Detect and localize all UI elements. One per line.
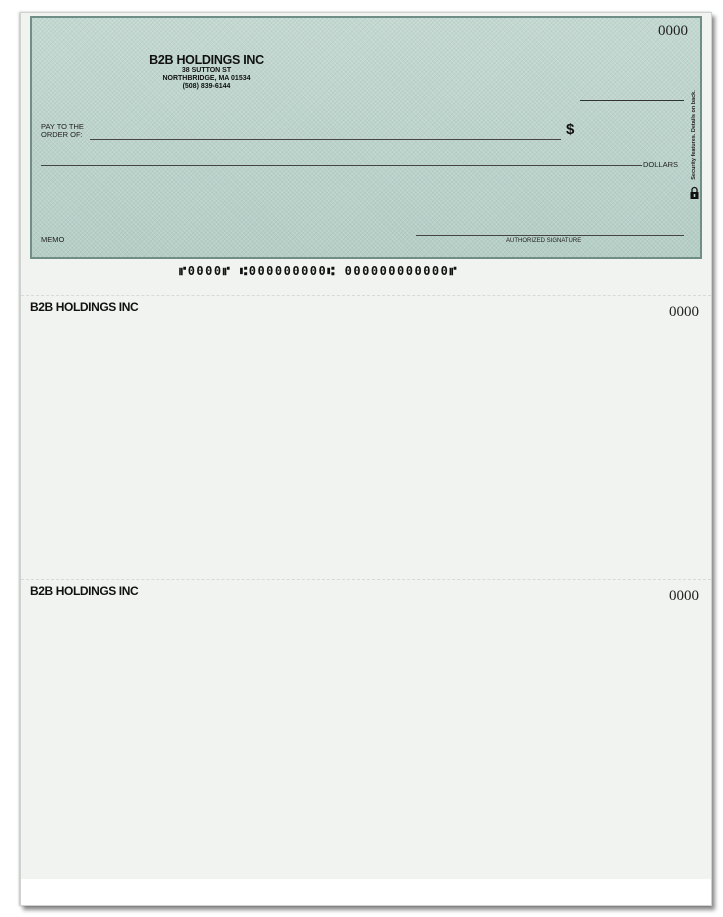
check-sheet — [20, 12, 712, 906]
company-city-state-zip: NORTHBRIDGE, MA 01534 — [162, 75, 251, 82]
date-line — [580, 100, 684, 101]
signature-line — [416, 235, 684, 236]
stub-check-number: 0000 — [669, 304, 699, 320]
security-text: Security features. Details on back. — [691, 90, 697, 180]
dollar-sign: $ — [566, 121, 575, 138]
pay-to-label — [41, 123, 84, 139]
security-features-note — [688, 80, 700, 190]
company-block — [144, 54, 269, 91]
check-face — [30, 16, 702, 259]
check-number: 0000 — [658, 23, 688, 39]
bottom-margin — [21, 879, 711, 905]
pay-to-line2: ORDER OF: — [41, 130, 83, 139]
company-name: B2B HOLDINGS INC — [149, 53, 264, 67]
stub-company-name: B2B HOLDINGS INC — [30, 300, 139, 314]
payee-line — [90, 139, 561, 140]
memo-label: MEMO — [41, 235, 65, 244]
dollars-label: DOLLARS — [643, 160, 679, 169]
lock-icon — [690, 186, 699, 200]
micr-line: ⑈0000⑈ ⑆000000000⑆ 000000000000⑈ — [179, 264, 459, 278]
perforation-line — [21, 295, 711, 296]
pay-to-line1: PAY TO THE — [41, 122, 84, 131]
perforation-line — [21, 579, 711, 580]
stub-company-name: B2B HOLDINGS INC — [30, 584, 139, 598]
company-address: 38 SUTTON ST — [181, 67, 232, 74]
company-phone: (508) 839-6144 — [182, 83, 231, 90]
stub-check-number: 0000 — [669, 588, 699, 604]
signature-label: AUTHORIZED SIGNATURE — [506, 238, 582, 244]
amount-words-line — [41, 165, 642, 166]
